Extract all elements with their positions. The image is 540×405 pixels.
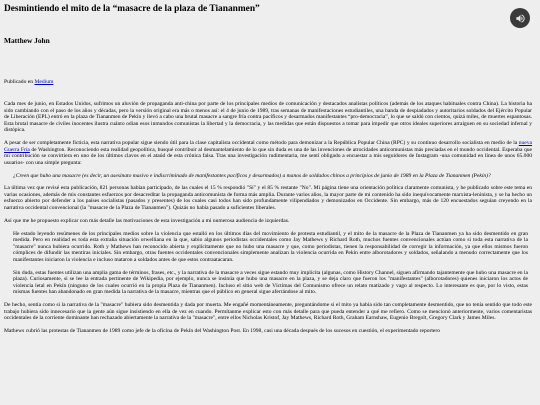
published-line [4, 79, 53, 86]
paragraph-2-start: A pesar de ser completamente ficticia, esta narrativa popular sigue siendo útil para la clase capitalista occidental como método para demonizar a la República Popular China (RPC) y su continuo desarrollo socialista en medio de la [4, 140, 519, 147]
published-prefix: Publicado en [4, 79, 35, 85]
medium-link[interactable]: Medium [34, 79, 54, 85]
indented-quote-1: He estado leyendo resúmenes de los principales medios sobre la violencia que estalló en los últimos días del movimiento de protesta estudiantil, y el mito de la masacre de la Plaza de Tiananmen ya ha sido desmentido en gran medida. Pero en realidad es toda esta extraña situación orwelliana en la que, sabio algunos periodistas occidentales como Jay Mathews y Richard Roth, muchos fuentes convencionales actúan como si toda esta narrativa de la "masacre" nunca hubiera ocurrido. Roth y Mathews han reconocido abierta y explícitamente que no hubo una masacre y que, como periodistas, tienen la responsabilidad de corregir la información, ya que ellos mismos fueron cómplices de difundir las mentiras iniciales. Sin embargo, otras fuentes occidentales convencionales simplemente analizan la violencia ocurrida en Pekín entre alborotadores y soldados, señalando a menudo correctamente que los manifestantes iniciaron la violencia e incluso mataron a soldados antes de que estos contraatacaran. [13, 230, 528, 263]
paragraph-2 [4, 140, 532, 166]
paragraph-3: La última vez que revisé esta publicación, 821 personas habían participado, de las cuales el 15 % respondió "Sí" y el 85 % restante "No". Mi página tiene una orientación política claramente comunista, y he publicado sobre este tema en varias ocasiones, además de mis constantes esfuerzos por desacreditar la propaganda anticomunista de forma más amplia. Durante varios años, la mayor parte de mi contenido ha sido inequívocamente marxista-leninista, y se ha hecho un esfuerzo abierto por defender a los países socialistas (pasados y presentes) de los cuales casi todos han sido profundamente vilipendiados y demonizados en Occidente. Sin embargo, más de 120 encuestados seguían creyendo en la narrativa occidental convencional (la "masacre de la Plaza de Tiananmen"). Quizás no había pasado a suficientes liberales. [4, 185, 532, 211]
article-page [4, 0, 534, 405]
paragraph-4: Así que me he propuesto explicar con más detalle las motivaciones de esta investigación a mi numerosa audiencia de izquierdas. [4, 217, 290, 224]
paragraph-6: Mathews cubrió las protestas de Tiananmen de 1989 como jefe de la oficina de Pekín del Washington Post. En 1998, casi una década después de los sucesos en cuestión, el experimentado reportero [4, 328, 441, 335]
paragraph-1: Cada mes de junio, en Estados Unidos, sufrimos un aluvión de propaganda anti-china por parte de los principales medios de comunicación y destacados analistas políticos (además de los ataques habituales contra China). La historia ha sido cambiando con el paso de los años y décadas, pero la versión original era más o menos así: el 4 de junio de 1989, tras semanas de manifestaciones estudiantiles, una banda de despiadados y autoritarios soldados del Ejército Popular de Liberación (EPL) entró en la plaza de Tiananmen de Pekín y llevó a cabo una brutal masacre a sangre fría contra pacíficos y desarmados manifestantes “pro-democracia”, lo que se saldó con cientos, quizá miles, de muertes espantosas. Esta brutal masacre de civiles inocentes ilustra cuánto odian esos inmundos comunistas la libertad y la democracia, y las medidas que están dispuestos a tomar para impedir que otros ideales superiores arraiguen en su sociedad infernal y distópica. [4, 101, 532, 134]
indented-quote-2: Sin duda, estas fuentes utilizan una amplia gama de términos, frases, etc., y la narrativa de la masacre a veces sigue estando muy implícita (algunas, como History Channel, siguen afirmando tajantemente que hubo una masacre en la plaza). Curiosamente, si se lee la entrada pertinente de Wikipedia, por ejemplo, nunca se insinúa que hubo una masacre en la plaza, y se deja claro que fueron los "manifestantes" (alborotadores) quienes iniciaron los actos de violencia letal en Pekín (ninguno de los cuales ocurrió en la propia Plaza de Tiananmen). Incluso el sitio web de Víctimas del Comunismo ofrece un relato matizado y vago al respecto. Lo interesante es que, por lo visto, estas mismas fuentes han abandonado en gran medida la narrativa de la masacre, mientras que el público en general sigue aferrándose al mito. [13, 269, 528, 296]
author-name: Matthew John [4, 36, 50, 45]
paragraph-5: De hecho, sentía como si la narrativa de la "masacre" hubiera sido desmentida y dada por muerta. Me engañé momentáneamente, preguntándome si el mito ya había sido tan completamente desmentido, que no tenía sentido que todo este trabajo hubiera sido innecesario que la gente aún sigue insistiendo en ella de vez en cuando. Permítanme explicar esto con más detalle para que pueda entender a qué me refiero. Como se mencionó anteriormente, varios comentaristas occidentales de la corriente dominante han rechazado abiertamente la narrativa de la "masacre", entre ellos Nicholas Kristof, Jay Mathews, Richard Roth, Graham Earnshaw, Eugenio Bregolt, Gregory Clark y James Miles. [4, 302, 532, 322]
poll-question-quote: ¿Creen que hubo una masacre (es decir, un asesinato masivo e indiscriminado de manifestantes pacíficos y desarmados) a manos de soldados chinos a principios de junio de 1989 en la Plaza de Tiananmen (Pekín)? [13, 172, 491, 179]
text-to-speech-button[interactable] [510, 8, 530, 28]
new-cold-war-link[interactable]: nueva Guerra Fría [4, 140, 532, 153]
paragraph-2-end: de Washington. Reconociendo esta realidad geopolítica, busqué contribuir al desmantelamiento de lo que sin duda es una de las invenciones de atrocidades anticomunistas más preciadas en el mundo occidental. Esperaba que mi contribución se convirtiera en uno de los últimos clavos en el ataúd de esta crónica falsa. Tras una investigación rudimentaria, me sentí obligado a encuestar a mis seguidores de Instagram -una comunidad en línea de unos 65.000 usuarios- con una simple pregunta: [4, 146, 532, 166]
article-title: Desmintiendo el mito de la “masacre de la plaza de Tiananmen” [4, 4, 260, 14]
speaker-icon [515, 13, 526, 24]
article-body [4, 101, 532, 341]
